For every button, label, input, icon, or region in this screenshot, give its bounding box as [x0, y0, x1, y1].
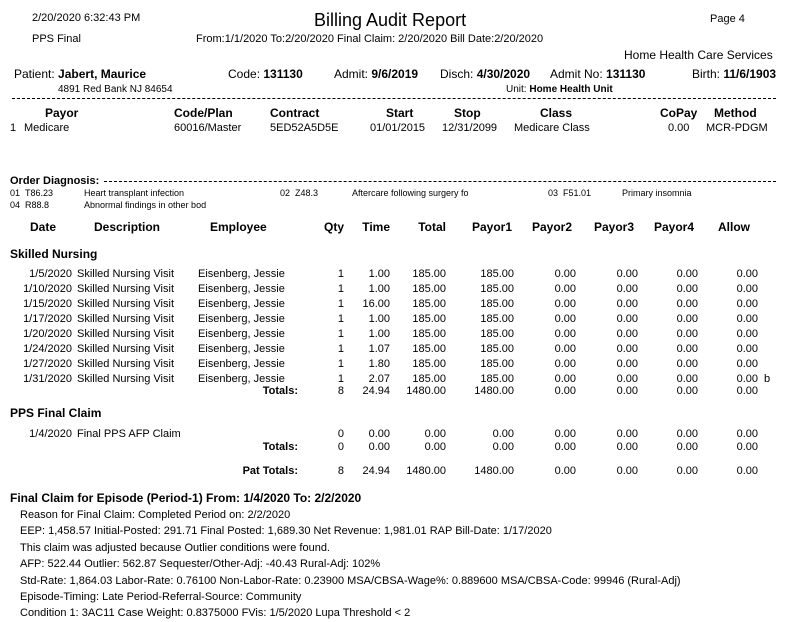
- row-date: 1/27/2020: [23, 358, 72, 370]
- totals-time: 24.94: [362, 385, 390, 397]
- row-total: 185.00: [412, 358, 446, 370]
- row-time: 2.07: [368, 373, 390, 385]
- unit-label: Unit:: [506, 84, 527, 95]
- diag-num: 04: [10, 200, 21, 210]
- row-time: 0.00: [368, 428, 390, 440]
- row-p2: 0.00: [554, 283, 576, 295]
- row-employee: Eisenberg, Jessie: [198, 268, 285, 280]
- diag-code: R88.8: [25, 200, 50, 210]
- row-date: 1/20/2020: [23, 328, 72, 340]
- payor-row-stop: 12/31/2099: [442, 122, 498, 134]
- row-total: 185.00: [412, 298, 446, 310]
- row-date: 1/15/2020: [23, 298, 72, 310]
- row-description: Skilled Nursing Visit: [77, 268, 175, 280]
- row-p1: 185.00: [480, 298, 514, 310]
- row-allow: 0.00: [736, 373, 758, 385]
- diagnosis-title: Order Diagnosis:: [10, 175, 100, 187]
- row-employee: Eisenberg, Jessie: [198, 283, 285, 295]
- row-qty: 1: [337, 358, 344, 370]
- row-description: Final PPS AFP Claim: [77, 428, 181, 440]
- row-total: 0.00: [424, 428, 446, 440]
- row-description: Skilled Nursing Visit: [77, 298, 175, 310]
- row-qty: 1: [337, 313, 344, 325]
- diagnosis-item: [280, 188, 318, 198]
- totals-p1: 1480.00: [474, 385, 514, 397]
- admit-label: Admit:: [334, 67, 369, 81]
- admit-value: 9/6/2019: [371, 67, 419, 81]
- col-allow: Allow: [718, 220, 750, 234]
- diag-num: 03: [548, 188, 559, 198]
- row-date: 1/31/2020: [23, 373, 72, 385]
- totals-p4: 0.00: [676, 441, 698, 453]
- row-flag: b: [764, 373, 771, 385]
- patient-unit: [506, 84, 613, 95]
- unit-value: Home Health Unit: [529, 84, 613, 95]
- totals-p2: 0.00: [554, 441, 576, 453]
- row-p2: 0.00: [554, 298, 576, 310]
- row-time: 1.00: [368, 268, 390, 280]
- row-p4: 0.00: [676, 428, 698, 440]
- patient-code: [228, 67, 303, 81]
- section-title: Skilled Nursing: [10, 247, 98, 261]
- report-title: Billing Audit Report: [314, 10, 467, 30]
- patient-label: Patient:: [14, 67, 55, 81]
- row-total: 185.00: [412, 313, 446, 325]
- col-payor3: Payor3: [593, 220, 634, 234]
- row-allow: 0.00: [736, 283, 758, 295]
- diagnosis-desc: Abnormal findings in other bod: [84, 200, 207, 210]
- pat-totals-allow: 0.00: [736, 465, 758, 477]
- row-total: 185.00: [412, 328, 446, 340]
- pat-totals-label: Pat Totals:: [242, 465, 298, 477]
- report-datetime: 2/20/2020 6:32:43 PM: [32, 12, 141, 24]
- diag-num: 02: [280, 188, 291, 198]
- payor-header: Payor: [45, 106, 79, 120]
- row-p3: 0.00: [616, 373, 638, 385]
- final-claim-line: AFP: 522.44 Outlier: 562.87 Sequester/Other-Adj: -40.43 Rural-Adj: 102%: [20, 558, 381, 571]
- row-p2: 0.00: [554, 328, 576, 340]
- row-total: 185.00: [412, 283, 446, 295]
- stop-header: Stop: [454, 106, 481, 120]
- patient-admit: [334, 67, 418, 81]
- row-p2: 0.00: [554, 343, 576, 355]
- col-payor1: Payor1: [471, 220, 512, 234]
- row-p3: 0.00: [616, 313, 638, 325]
- row-description: Skilled Nursing Visit: [77, 373, 175, 385]
- pat-totals-p2: 0.00: [554, 465, 576, 477]
- row-qty: 1: [337, 298, 344, 310]
- payor-row-contract: 5ED52A5D5E: [270, 122, 339, 134]
- col-date: Date: [30, 220, 57, 234]
- payor-row-copay: 0.00: [668, 122, 690, 134]
- row-allow: 0.00: [736, 328, 758, 340]
- pat-totals-qty: 8: [337, 465, 344, 477]
- col-total: Total: [418, 220, 446, 234]
- totals-qty: 8: [337, 385, 344, 397]
- patient-admitno: [550, 67, 645, 81]
- row-p2: 0.00: [554, 313, 576, 325]
- report-type: PPS Final: [32, 33, 81, 45]
- row-qty: 1: [337, 328, 344, 340]
- row-total: 185.00: [412, 343, 446, 355]
- row-description: Skilled Nursing Visit: [77, 313, 175, 325]
- birth-label: Birth:: [692, 67, 721, 81]
- diagnosis-desc: Aftercare following surgery fo: [352, 188, 469, 198]
- row-p4: 0.00: [676, 268, 698, 280]
- final-claim-line: Reason for Final Claim: Completed Period on: 2/2/2020: [20, 509, 291, 521]
- diag-num: 01: [10, 188, 21, 198]
- diagnosis-item: [10, 188, 53, 198]
- row-p1: 0.00: [492, 428, 514, 440]
- code-label: Code:: [228, 67, 261, 81]
- pat-totals-p3: 0.00: [616, 465, 638, 477]
- payor-row-start: 01/01/2015: [370, 122, 426, 134]
- diag-code: Z48.3: [295, 188, 319, 198]
- row-p2: 0.00: [554, 428, 576, 440]
- totals-p3: 0.00: [616, 441, 638, 453]
- col-employee: Employee: [210, 220, 267, 234]
- row-allow: 0.00: [736, 298, 758, 310]
- row-p4: 0.00: [676, 298, 698, 310]
- row-description: Skilled Nursing Visit: [77, 343, 175, 355]
- method-header: Method: [714, 106, 757, 120]
- row-p1: 185.00: [480, 313, 514, 325]
- patient-birth: [692, 67, 776, 81]
- patient-info: [14, 67, 146, 81]
- disch-value: 4/30/2020: [476, 67, 531, 81]
- row-qty: 0: [337, 428, 344, 440]
- totals-total: 1480.00: [406, 385, 446, 397]
- final-claim-line: This claim was adjusted because Outlier conditions were found.: [20, 541, 330, 554]
- totals-label: Totals:: [262, 385, 298, 397]
- col-description: Description: [94, 220, 161, 234]
- row-date: 1/17/2020: [23, 313, 72, 325]
- class-header: Class: [540, 106, 573, 120]
- col-payor2: Payor2: [531, 220, 572, 234]
- row-employee: Eisenberg, Jessie: [198, 328, 285, 340]
- row-p4: 0.00: [676, 283, 698, 295]
- admitno-label: Admit No:: [550, 67, 603, 81]
- totals-label: Totals:: [262, 441, 298, 453]
- row-time: 1.00: [368, 283, 390, 295]
- contract-header: Contract: [270, 106, 320, 120]
- totals-p4: 0.00: [676, 385, 698, 397]
- totals-allow: 0.00: [736, 385, 758, 397]
- row-p1: 185.00: [480, 343, 514, 355]
- row-p1: 185.00: [480, 268, 514, 280]
- row-p4: 0.00: [676, 313, 698, 325]
- row-p1: 185.00: [480, 373, 514, 385]
- row-p2: 0.00: [554, 373, 576, 385]
- col-payor4: Payor4: [653, 220, 694, 234]
- row-employee: Eisenberg, Jessie: [198, 373, 285, 385]
- patient-address: 4891 Red Bank NJ 84654: [58, 84, 173, 95]
- diagnosis-divider: [104, 181, 776, 182]
- row-time: 1.80: [368, 358, 390, 370]
- admitno-value: 131130: [606, 67, 646, 81]
- row-date: 1/5/2020: [29, 268, 72, 280]
- row-qty: 1: [337, 283, 344, 295]
- row-time: 16.00: [362, 298, 390, 310]
- report-parameters: From:1/1/2020 To:2/20/2020 Final Claim: 2/20/2020 Bill Date:2/20/2020: [196, 33, 544, 45]
- row-total: 185.00: [412, 373, 446, 385]
- row-description: Skilled Nursing Visit: [77, 358, 175, 370]
- row-time: 1.00: [368, 328, 390, 340]
- diag-code: T86.23: [25, 188, 54, 198]
- row-p3: 0.00: [616, 268, 638, 280]
- row-description: Skilled Nursing Visit: [77, 283, 175, 295]
- payor-row-num: 1: [10, 122, 17, 134]
- diag-code: F51.01: [563, 188, 592, 198]
- row-date: 1/24/2020: [23, 343, 72, 355]
- row-allow: 0.00: [736, 313, 758, 325]
- totals-time: 0.00: [368, 441, 390, 453]
- code-value: 131130: [263, 67, 303, 81]
- row-p4: 0.00: [676, 373, 698, 385]
- agency-name: Home Health Care Services: [624, 48, 773, 62]
- pat-totals-time: 24.94: [362, 465, 390, 477]
- divider: [12, 98, 776, 99]
- final-claim-line: Condition 1: 3AC11 Case Weight: 0.8375000 FVis: 1/5/2020 Lupa Threshold < 2: [20, 607, 411, 620]
- row-time: 1.00: [368, 313, 390, 325]
- row-date: 1/10/2020: [23, 283, 72, 295]
- totals-qty: 0: [337, 441, 344, 453]
- row-employee: Eisenberg, Jessie: [198, 313, 285, 325]
- row-p4: 0.00: [676, 328, 698, 340]
- totals-total: 0.00: [424, 441, 446, 453]
- diagnosis-item: [548, 188, 591, 198]
- row-p3: 0.00: [616, 328, 638, 340]
- row-p3: 0.00: [616, 343, 638, 355]
- row-qty: 1: [337, 343, 344, 355]
- row-p2: 0.00: [554, 358, 576, 370]
- patient-disch: [440, 67, 530, 81]
- totals-p3: 0.00: [616, 385, 638, 397]
- section-title: PPS Final Claim: [10, 406, 102, 420]
- row-description: Skilled Nursing Visit: [77, 328, 175, 340]
- row-employee: Eisenberg, Jessie: [198, 298, 285, 310]
- final-claim-title: Final Claim for Episode (Period-1) From: 1/4/2020 To: 2/2/2020: [10, 491, 362, 505]
- copay-header: CoPay: [660, 106, 698, 120]
- row-allow: 0.00: [736, 428, 758, 440]
- row-p4: 0.00: [676, 358, 698, 370]
- row-qty: 1: [337, 268, 344, 280]
- payor-row-code: 60016/Master: [174, 122, 242, 134]
- diagnosis-desc: Heart transplant infection: [84, 188, 185, 198]
- row-date: 1/4/2020: [29, 428, 72, 440]
- row-p3: 0.00: [616, 283, 638, 295]
- row-allow: 0.00: [736, 343, 758, 355]
- page-number: Page 4: [710, 13, 745, 25]
- disch-label: Disch:: [440, 67, 474, 81]
- row-p1: 185.00: [480, 358, 514, 370]
- payor-row-method: MCR-PDGM: [706, 122, 768, 134]
- row-p1: 185.00: [480, 283, 514, 295]
- pat-totals-p1: 1480.00: [474, 465, 514, 477]
- row-p2: 0.00: [554, 268, 576, 280]
- col-time: Time: [362, 220, 390, 234]
- start-header: Start: [386, 106, 414, 120]
- pat-totals-total: 1480.00: [406, 465, 446, 477]
- patient-name: Jabert, Maurice: [58, 67, 147, 81]
- row-p1: 185.00: [480, 328, 514, 340]
- totals-p1: 0.00: [492, 441, 514, 453]
- diagnosis-desc: Primary insomnia: [622, 188, 692, 198]
- final-claim-line: Std-Rate: 1,864.03 Labor-Rate: 0.76100 Non-Labor-Rate: 0.23900 MSA/CBSA-Wage%: 0.889600 MSA/CBSA-Code: 99946 (Rural-Adj): [20, 574, 681, 587]
- diagnosis-item: [10, 200, 49, 210]
- totals-allow: 0.00: [736, 441, 758, 453]
- pat-totals-p4: 0.00: [676, 465, 698, 477]
- final-claim-line: EEP: 1,458.57 Initial-Posted: 291.71 Final Posted: 1,689.30 Net Revenue: 1,981.01 RAP Bill-Date: 1/17/2020: [20, 525, 552, 538]
- codeplan-header: Code/Plan: [174, 106, 233, 120]
- payor-row-payor: Medicare: [24, 122, 70, 134]
- row-time: 1.07: [368, 343, 390, 355]
- row-p3: 0.00: [616, 298, 638, 310]
- final-claim-line: Episode-Timing: Late Period-Referral-Source: Community: [20, 591, 302, 603]
- row-p4: 0.00: [676, 343, 698, 355]
- birth-value: 11/6/1903: [723, 67, 777, 81]
- row-p3: 0.00: [616, 428, 638, 440]
- row-employee: Eisenberg, Jessie: [198, 343, 285, 355]
- row-allow: 0.00: [736, 358, 758, 370]
- row-employee: Eisenberg, Jessie: [198, 358, 285, 370]
- totals-p2: 0.00: [554, 385, 576, 397]
- row-total: 185.00: [412, 268, 446, 280]
- row-allow: 0.00: [736, 268, 758, 280]
- row-qty: 1: [337, 373, 344, 385]
- payor-row-class: Medicare Class: [514, 122, 590, 134]
- col-qty: Qty: [323, 220, 344, 234]
- row-p3: 0.00: [616, 358, 638, 370]
